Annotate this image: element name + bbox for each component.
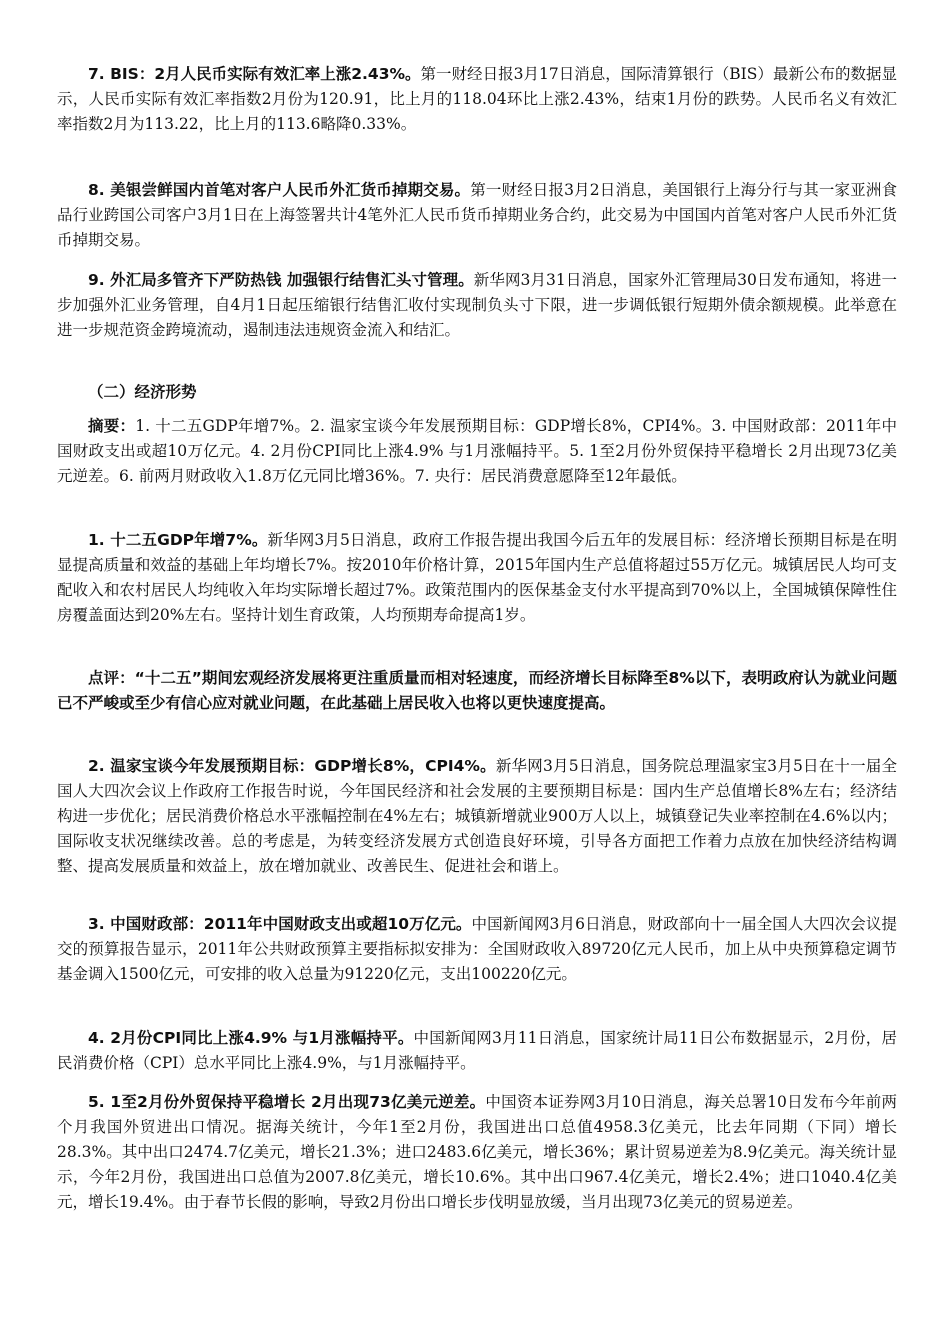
econ-item-2-body: 新华网3月5日消息，国务院总理温家宝3月5日在十一届全国人大四次会议上作政府工作报告时说，今年国民经济和社会发展的主要预期目标是：国内生产总值增长8%左右；经济结构进一步优化；居民消费价格总水平涨幅控制在4%左右；城镇新增就业900万人以上，城镇登记失业率控制在4.6%以内；国际收支状况继续改善。总的考虑是，为转变经济发展方式创造良好环境，引导各方面把工作着力点放在加快经济结构调整、提高发展质量和效益上，放在增加就业、改善民生、促进社会和谐上。 — [57, 757, 898, 875]
comment-paragraph: 点评：“十二五”期间宏观经济发展将更注重质量而相对轻速度，而经济增长目标降至8%以下，表明政府认为就业问题已不严峻或至少有信心应对就业问题，在此基础上居民收入也将以更快速度提高。 — [57, 669, 897, 712]
econ-item-2-title: 2. 温家宝谈今年发展预期目标：GDP增长8%，CPI4%。 — [88, 757, 496, 775]
news-item-9 — [57, 268, 897, 343]
section-heading: （二）经济形势 — [88, 383, 197, 401]
econ-item-1 — [57, 528, 897, 628]
econ-item-3-body: 中国新闻网3月6日消息，财政部向十一届全国人大四次会议提交的预算报告显示，2011年公共财政预算主要指标拟安排为：全国财政收入89720亿元人民币，加上从中央预算稳定调节基金调入1500亿元，可安排的收入总量为91220亿元，支出100220亿元。 — [57, 915, 898, 983]
econ-item-4-body: 中国新闻网3月11日消息，国家统计局11日公布数据显示，2月份，居民消费价格（CPI）总水平同比上涨4.9%，与1月涨幅持平。 — [57, 1029, 897, 1072]
summary-label: 摘要： — [88, 417, 136, 435]
news-item-9-body: 新华网3月31日消息，国家外汇管理局30日发布通知，将进一步加强外汇业务管理，自4月1日起压缩银行结售汇收付实现制负头寸下限，进一步调低银行短期外债余额规模。此举意在进一步规范资金跨境流动，遏制违法违规资金流入和结汇。 — [57, 271, 898, 339]
econ-item-5-title: 5. 1至2月份外贸保持平稳增长 2月出现73亿美元逆差。 — [88, 1093, 486, 1111]
econ-item-1-body: 新华网3月5日消息，政府工作报告提出我国今后五年的发展目标：经济增长预期目标是在明显提高质量和效益的基础上年均增长7%。按2010年价格计算，2015年国内生产总值将超过55万亿元。城镇居民人均可支配收入和农村居民人均纯收入年均实际增长超过7%。政策范围内的医保基金支付水平提高到70%以上，全国城镇保障性住房覆盖面达到20%左右。坚持计划生育政策，人均预期寿命提高1岁。 — [57, 531, 897, 624]
news-item-7-title: 7. BIS：2月人民币实际有效汇率上涨2.43%。 — [88, 65, 421, 83]
econ-item-1-title: 1. 十二五GDP年增7%。 — [88, 531, 268, 549]
news-item-8 — [57, 178, 897, 253]
news-item-8-body: 第一财经日报3月2日消息，美国银行上海分行与其一家亚洲食品行业跨国公司客户3月1日在上海签署共计4笔外汇人民币货币掉期业务合约，此交易为中国国内首笔对客户人民币外汇货币掉期交易。 — [57, 181, 897, 249]
news-item-7 — [57, 62, 897, 137]
econ-item-5 — [57, 1090, 897, 1215]
summary-text: 1. 十二五GDP年增7%。2. 温家宝谈今年发展预期目标：GDP增长8%，CPI4%。3. 中国财政部：2011年中国财政支出或超10万亿元。4. 2月份CPI同比上涨4.9% 与1月涨幅持平。5. 1至2月份外贸保持平稳增长 2月出现73亿美元逆差。6. 前两月财政收入1.8万亿元同比增36%。7. 央行：居民消费意愿降至12年最低。 — [57, 417, 897, 485]
news-item-8-title: 8. 美银尝鲜国内首笔对客户人民币外汇货币掉期交易。 — [88, 181, 471, 199]
econ-item-2 — [57, 754, 897, 879]
news-item-7-body: 第一财经日报3月17日消息，国际清算银行（BIS）最新公布的数据显示，人民币实际有效汇率指数2月份为120.91，比上月的118.04环比上涨2.43%，结束1月份的跌势。人民币名义有效汇率指数2月为113.22，比上月的113.6略降0.33%。 — [57, 65, 898, 133]
news-item-9-title: 9. 外汇局多管齐下严防热钱 加强银行结售汇头寸管理。 — [88, 271, 474, 289]
econ-item-3 — [57, 912, 897, 987]
summary-paragraph — [57, 414, 897, 489]
econ-item-4 — [57, 1026, 897, 1076]
econ-item-5-body: 中国资本证券网3月10日消息，海关总署10日发布今年前两个月我国外贸进出口情况。据海关统计，今年1至2月份，我国进出口总值4958.3亿美元，比去年同期（下同）增长28.3%。其中出口2474.7亿美元，增长21.3%；进口2483.6亿美元，增长36%；累计贸易逆差为8.9亿美元。海关统计显示，今年2月份，我国进出口总值为2007.8亿美元，增长10.6%。其中出口967.4亿美元，增长2.4%；进口1040.4亿美元，增长19.4%。由于春节长假的影响，导致2月份出口增长步伐明显放缓，当月出现73亿美元的贸易逆差。 — [57, 1093, 897, 1211]
econ-item-4-title: 4. 2月份CPI同比上涨4.9% 与1月涨幅持平。 — [88, 1029, 414, 1047]
econ-item-3-title: 3. 中国财政部：2011年中国财政支出或超10万亿元。 — [88, 915, 472, 933]
